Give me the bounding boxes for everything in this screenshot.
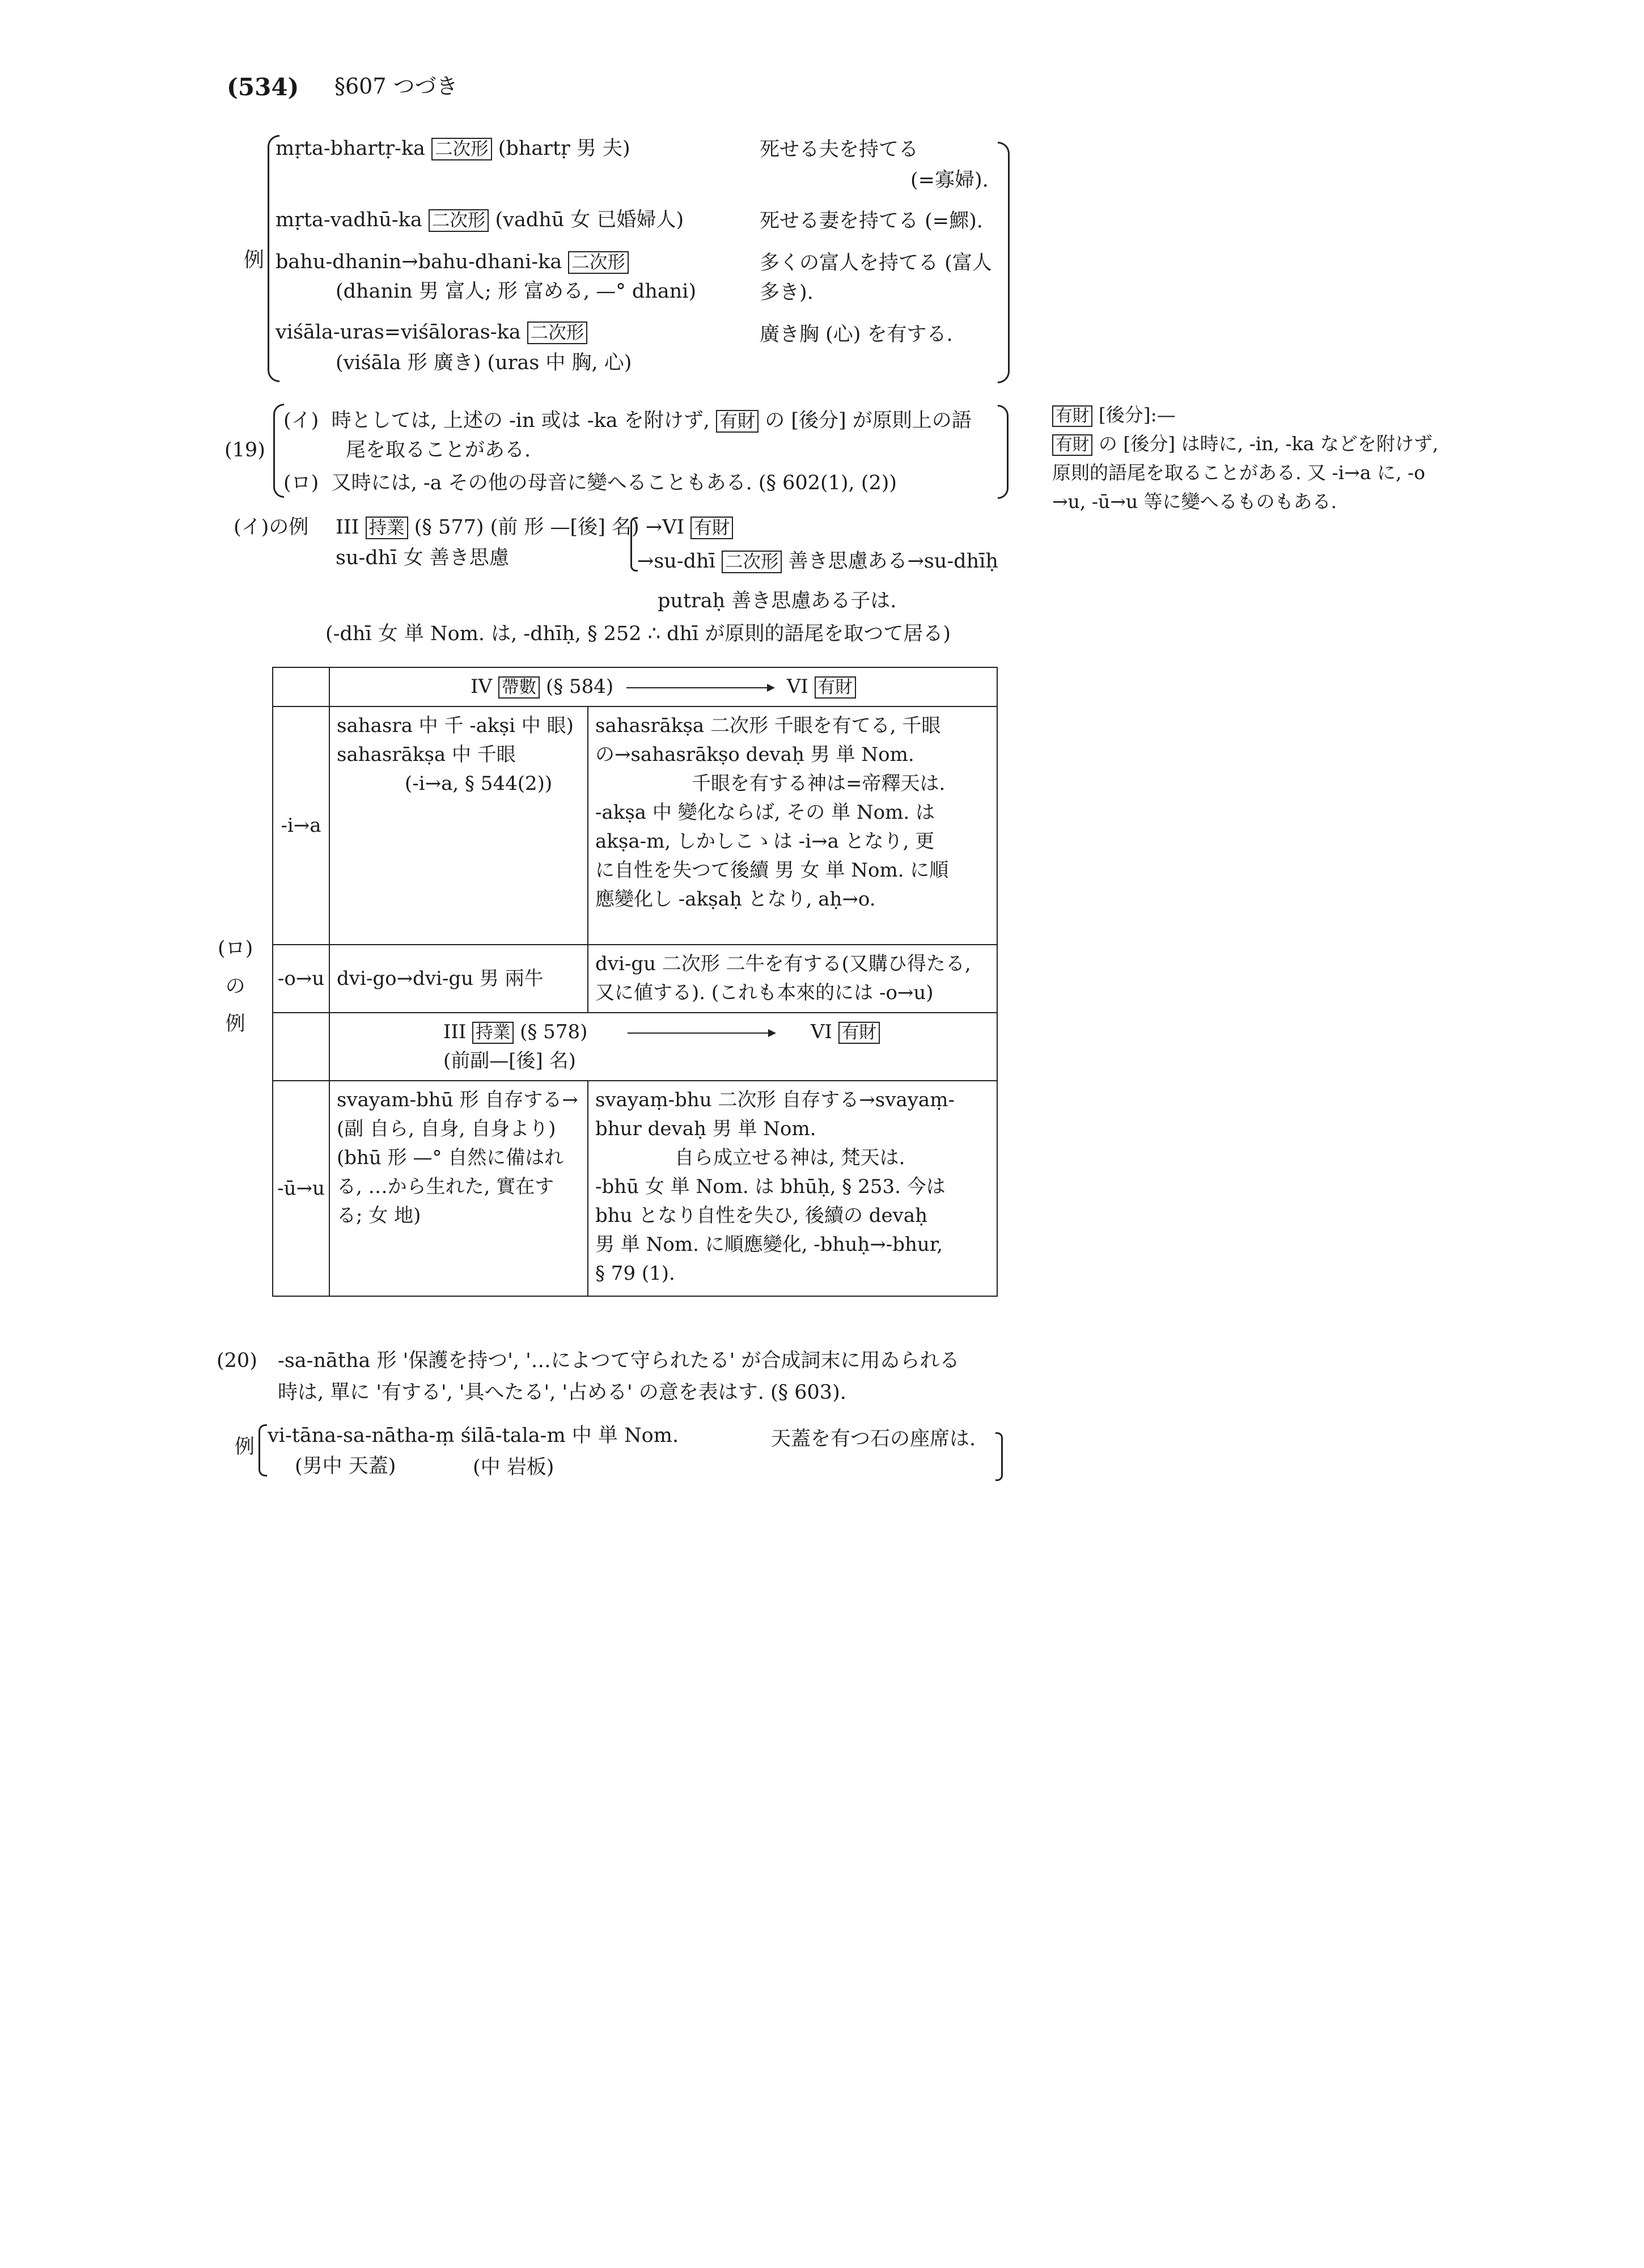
tag-secondary-form: 二次形 [431, 138, 492, 160]
tag-bahuvrihi: 有財 [1052, 434, 1092, 456]
example-last-gloss: 天蓋を有つ石の座席は. [771, 1428, 976, 1450]
note-item-a-cont: 尾を取ることがある. [346, 439, 531, 462]
table-row: -ū→u svayam-bhū 形 自存する→ (副 自ら, 自身, 自身より) (bhū 形 —° 自然に備はれ る, …から生れた, 實在す る; 女 地) svayaṃ-bhu 二次形 自存する→svayaṃ- bhur devaḥ 男 単 Nom. 自ら成立せる神は, 梵天は. -bhū 女 単 Nom. は bhūḥ, § 253. 今は bhu となり自性を失ひ, 後續の devaḥ 男 単 Nom. に順應變化, -bhuḥ→-bhur, § 79 (1). [273, 1081, 997, 1296]
tag-bahuvrihi: 有財 [815, 676, 856, 699]
example-i-line1: III 持業 (§ 577) (前 形 —[後] 名) →VI 有財 [336, 513, 733, 543]
example-gloss: 死せる妻を持てる (=鰥). [760, 210, 983, 232]
left-brace [259, 1424, 267, 1476]
arrow-icon [626, 687, 774, 688]
example-subline: (dhanin 男 富人; 形 富める, —° dhani) [336, 280, 697, 303]
tag-secondary-form: 二次形 [429, 209, 489, 232]
example-i-line2a: su-dhī 女 善き思慮 [336, 547, 509, 569]
left-brace [273, 404, 284, 498]
example-subline: (viśāla 形 廣き) (uras 中 胸, 心) [336, 352, 632, 374]
right-brace [998, 405, 1009, 499]
example-table [272, 667, 998, 1297]
example-gloss: 多くの富人を持てる (富人 [760, 252, 992, 274]
example-item: mṛta-vadhū-ka 二次形 (vadhū 女 已婚婦人) [276, 209, 684, 231]
example-i-line4: (-dhī 女 単 Nom. は, -dhīḥ, § 252 ∴ dhī が原則的語尾を取つて居る) [325, 623, 951, 645]
tag-bahuvrihi: 有財 [690, 517, 733, 539]
right-brace [998, 142, 1010, 383]
example-item: bahu-dhanin→bahu-dhani-ka 二次形 [276, 247, 629, 277]
tag-dvigu: 帶數 [498, 676, 540, 699]
tag-bahuvrihi: 有財 [1052, 405, 1092, 427]
page-number: (534) [227, 73, 299, 101]
example-label: 例 [244, 248, 265, 272]
table-header-row: IV 帶數 (§ 584) VI 有財 [273, 667, 997, 706]
example-gloss: 廣き胸 (心) を有する. [760, 323, 953, 346]
arrow-icon [628, 1033, 775, 1034]
tag-secondary-form: 二次形 [527, 321, 588, 344]
example-item: mṛta-bhartṛ-ka 二次形 (bhartṛ 男 夫) [276, 137, 630, 160]
note-number: (20) [217, 1349, 257, 1372]
example-label: 例 [235, 1436, 255, 1458]
example-last-sub1: (男中 天蓋) [295, 1455, 396, 1478]
tag-karmadharaya: 持業 [366, 517, 408, 539]
example-gloss: 多き). [760, 281, 813, 304]
example-item: viśāla-uras=viśāloras-ka 二次形 [276, 318, 587, 348]
note20-line1: -sa-nātha 形 '保護を持つ', '…によつて守られたる' が合成詞末に用ゐられる [278, 1349, 960, 1372]
note-number: (19) [224, 439, 265, 462]
example-i-line2b: →su-dhī 二次形 善き思慮ある→su-dhīḥ [637, 550, 998, 573]
tag-secondary-form: 二次形 [722, 551, 782, 573]
tag-secondary-form: 二次形 [568, 251, 629, 274]
tag-karmadharaya: 持業 [472, 1022, 514, 1044]
tag-bahuvrihi: 有財 [716, 410, 759, 433]
table-side-label: (ロ) の 例 [218, 937, 253, 1035]
table-row: -o→u dvi-go→dvi-gu 男 兩牛 dvi-gu 二次形 二牛を有する(又購ひ得たる, 又に値する). (これも本來的には -o→u) [273, 945, 997, 1013]
example-gloss: 死せる夫を持てる [760, 138, 919, 161]
example-i-label: (イ)の例 [234, 516, 309, 539]
note20-line2: 時は, 單に '有する', '具へたる', '占める' の意を表はす. (§ 603). [278, 1381, 846, 1404]
example-last-line1: vi-tāna-sa-nātha-ṃ śilā-tala-m 中 単 Nom. [268, 1424, 679, 1447]
example-last-sub2: (中 岩板) [473, 1456, 554, 1479]
side-note: 有財 [後分]:— 有財 の [後分] は時に, -in, -ka などを附けず, 原則的語尾を取ることがある. 又 -i→a に, -o →u, -ū→u 等に變へるものもある. [1052, 404, 1439, 513]
tag-bahuvrihi: 有財 [838, 1022, 880, 1044]
table-row: -i→a sahasra 中 千 -akṣi 中 眼) sahasrākṣa 中 千眼 (-i→a, § 544(2)) sahasrākṣa 二次形 千眼を有てる, 千眼 の→sahasrākṣo devaḥ 男 単 Nom. 千眼を有する神は=帝釋天は. -akṣa 中 變化ならば, その 単 Nom. は akṣa-m, しかしこゝは -i→a となり, 更 に自性を失つて後續 男 女 単 Nom. に順 應變化し -akṣaḥ となり, aḥ→o. [273, 706, 997, 945]
note-item-b: (ロ) 又時には, -a その他の母音に變へることもある. (§ 602(1), (2)) [283, 472, 897, 494]
table-header-row: III 持業 (§ 578) VI 有財 (前副—[後] 名) [273, 1013, 997, 1081]
right-brace [995, 1432, 1003, 1481]
example-gloss: (=寡婦). [910, 169, 989, 192]
section-heading: §607 つづき [334, 74, 458, 99]
note-item-a: (イ) 時としては, 上述の -in 或は -ka を附けず, 有財 の [後分] が原則上の語 [283, 409, 972, 432]
example-i-line3: putraḥ 善き思慮ある子は. [658, 590, 897, 612]
